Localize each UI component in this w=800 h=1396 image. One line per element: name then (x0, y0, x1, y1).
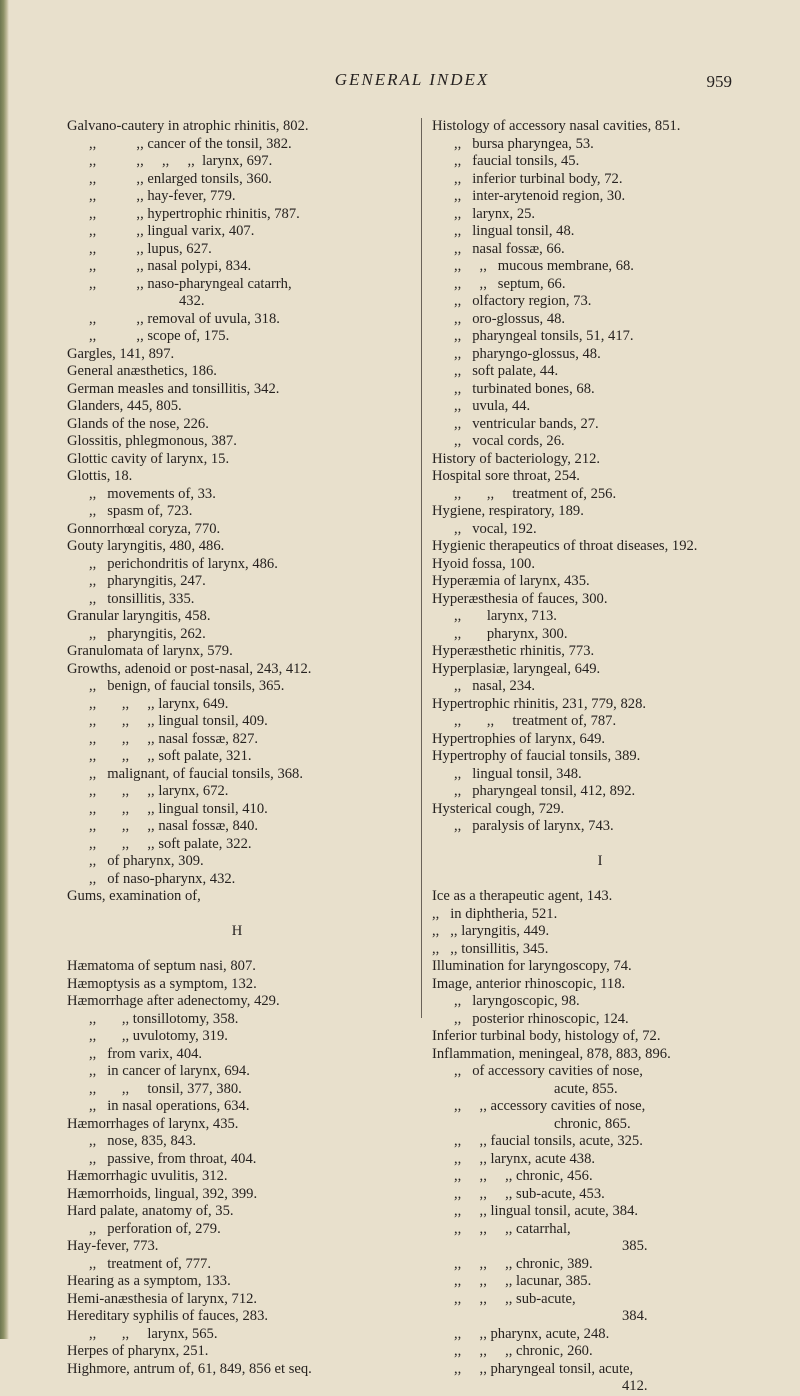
index-column-right (432, 118, 768, 1396)
index-entry: Illumination for laryngoscopy, 74. (432, 958, 632, 974)
index-subentry: ,, vocal cords, 26. (454, 433, 565, 449)
index-subentry: ,, spasm of, 723. (89, 503, 193, 519)
index-subentry: ,, ,, ,, ,, larynx, 697. (89, 153, 273, 169)
index-subentry: ,, ,, naso-pharyngeal catarrh, (89, 275, 292, 292)
index-entry: Inferior turbinal body, histology of, 72. (432, 1028, 661, 1044)
index-entry: Highmore, antrum of, 61, 849, 856 et seq. (67, 1360, 312, 1377)
index-subentry: 384. (622, 1308, 648, 1324)
index-entry: General anæsthetics, 186. (67, 363, 217, 379)
index-subentry: ,, ,, ,, soft palate, 321. (89, 748, 252, 764)
index-subentry: ,, pharyngo-glossus, 48. (454, 345, 601, 362)
index-subentry: ,, ,, ,, soft palate, 322. (89, 835, 252, 852)
index-entry: Image, anterior rhinoscopic, 118. (432, 975, 626, 992)
index-subentry: ,, ,, ,, lingual tonsil, 409. (89, 713, 268, 729)
index-entry: History of bacteriology, 212. (432, 450, 601, 467)
index-subentry: ,, in cancer of larynx, 694. (89, 1063, 250, 1079)
index-subentry: ,, tonsillitis, 335. (89, 590, 195, 607)
index-entry: Glottis, 18. (67, 468, 133, 484)
section-letter: I (597, 853, 603, 869)
index-entry: Hypertrophies of larynx, 649. (432, 730, 606, 747)
index-subentry: ,, inter-arytenoid region, 30. (454, 188, 626, 204)
index-subentry: ,, nasal fossæ, 66. (454, 240, 565, 257)
index-entry: Hard palate, anatomy of, 35. (67, 1203, 234, 1219)
index-subentry: ,, posterior rhinoscopic, 124. (454, 1010, 629, 1027)
index-subentry: ,, ,, enlarged tonsils, 360. (89, 170, 272, 187)
index-subentry: ,, nose, 835, 843. (89, 1133, 197, 1149)
index-subentry: ,, ,, ,, nasal fossæ, 827. (89, 730, 259, 747)
index-subentry: ,, oro-glossus, 48. (454, 310, 566, 327)
index-entry: Glottic cavity of larynx, 15. (67, 450, 230, 467)
index-subentry: ,, ,, pharyngeal tonsil, acute, (454, 1360, 634, 1377)
index-subentry: 385. (622, 1238, 648, 1254)
index-entry: Gonnorrhœal coryza, 770. (67, 520, 221, 537)
index-entry: Hospital sore throat, 254. (432, 468, 580, 484)
index-entry: Hypertrophic rhinitis, 231, 779, 828. (432, 695, 647, 712)
index-subentry: ,, ,, ,, larynx, 672. (89, 783, 229, 799)
index-subentry: ,, pharyngitis, 262. (89, 625, 206, 642)
index-subentry: 432. (179, 293, 205, 309)
index-subentry: ,, ,, septum, 66. (454, 275, 566, 292)
index-entry (432, 836, 768, 854)
index-entry (432, 871, 768, 889)
index-subentry: ,, ,, lingual varix, 407. (89, 223, 255, 239)
index-subentry: ,, ,, ,, sub-acute, 453. (454, 1185, 605, 1202)
index-entry: Hyperplasiæ, laryngeal, 649. (432, 660, 601, 677)
index-entry (67, 941, 407, 959)
index-subentry: ,, movements of, 33. (89, 485, 216, 502)
index-subentry: ,, vocal, 192. (454, 520, 537, 537)
index-entry: Hyperæmia of larynx, 435. (432, 573, 590, 589)
index-subentry: ,, ,, treatment of, 787. (454, 713, 617, 729)
index-entry: Hysterical cough, 729. (432, 800, 565, 817)
index-subentry: ,, ,, hay-fever, 779. (89, 188, 236, 204)
index-subentry: ,, ,, tonsillotomy, 358. (89, 1010, 239, 1027)
index-subentry: ,, pharynx, 300. (454, 625, 568, 642)
index-subentry: 412. (622, 1378, 648, 1394)
index-subentry: ,, soft palate, 44. (454, 363, 559, 379)
index-subentry: ,, ,, nasal polypi, 834. (89, 258, 252, 274)
index-subentry: ,, uvula, 44. (454, 398, 531, 414)
index-entry: Hæmorrhoids, lingual, 392, 399. (67, 1185, 258, 1202)
index-entry: German measles and tonsillitis, 342. (67, 380, 280, 397)
index-entry: Hyperæsthesia of fauces, 300. (432, 590, 608, 607)
index-subentry: ,, pharyngitis, 247. (89, 573, 206, 589)
index-subentry: ,, malignant, of faucial tonsils, 368. (89, 765, 304, 782)
index-entry: Glanders, 445, 805. (67, 398, 182, 414)
index-subentry: ,, perforation of, 279. (89, 1220, 221, 1237)
index-entry: Gouty laryngitis, 480, 486. (67, 538, 225, 554)
index-entry: Growths, adenoid or post-nasal, 243, 412. (67, 660, 312, 677)
index-subentry: ,, ,, mucous membrane, 68. (454, 258, 634, 274)
index-entry: Hyoid fossa, 100. (432, 555, 535, 572)
running-head: GENERAL INDEX (334, 70, 490, 89)
index-entry: Hæmatoma of septum nasi, 807. (67, 958, 256, 974)
index-subentry: ,, ,, cancer of the tonsil, 382. (89, 135, 292, 152)
index-subentry: ,, ,, lupus, 627. (89, 240, 212, 257)
index-subentry: ,, faucial tonsils, 45. (454, 153, 580, 169)
index-entry: ,, in diphtheria, 521. (432, 905, 558, 922)
index-subentry: ,, ,, treatment of, 256. (454, 485, 617, 502)
index-entry: Ice as a therapeutic agent, 143. (432, 888, 613, 904)
index-subentry: ,, ,, larynx, acute 438. (454, 1150, 596, 1167)
index-entry: ,, ,, laryngitis, 449. (432, 923, 550, 939)
index-subentry: ,, ,, uvulotomy, 319. (89, 1028, 228, 1044)
index-subentry: ,, ,, ,, lacunar, 385. (454, 1273, 592, 1289)
index-entry: Hæmorrhages of larynx, 435. (67, 1115, 239, 1132)
index-entry: Gargles, 141, 897. (67, 345, 175, 362)
index-subentry: ,, ,, ,, chronic, 260. (454, 1343, 593, 1359)
index-subentry: ,, of naso-pharynx, 432. (89, 870, 236, 887)
index-subentry: ,, ventricular bands, 27. (454, 415, 599, 432)
index-entry: Hay-fever, 773. (67, 1238, 159, 1254)
index-subentry: ,, pharyngeal tonsils, 51, 417. (454, 328, 634, 344)
index-subentry: ,, in nasal operations, 634. (89, 1098, 250, 1114)
index-subentry: ,, paralysis of larynx, 743. (454, 818, 614, 834)
index-subentry: ,, benign, of faucial tonsils, 365. (89, 678, 285, 694)
index-subentry: ,, perichondritis of larynx, 486. (89, 555, 278, 572)
index-subentry: ,, ,, removal of uvula, 318. (89, 310, 280, 327)
index-subentry: ,, ,, ,, larynx, 649. (89, 695, 229, 712)
index-entry: Gums, examination of, (67, 888, 201, 904)
index-subentry: ,, inferior turbinal body, 72. (454, 170, 623, 187)
index-entry: Granular laryngitis, 458. (67, 608, 211, 624)
index-subentry: ,, larynx, 713. (454, 608, 557, 624)
index-entry: Hygiene, respiratory, 189. (432, 503, 584, 519)
index-subentry: ,, lingual tonsil, 348. (454, 765, 582, 782)
index-subentry: ,, laryngoscopic, 98. (454, 993, 580, 1009)
index-subentry: ,, ,, ,, nasal fossæ, 840. (89, 818, 259, 834)
index-subentry: ,, ,, faucial tonsils, acute, 325. (454, 1133, 643, 1149)
index-entry: Galvano-cautery in atrophic rhinitis, 802. (67, 118, 309, 134)
index-entry: Hypertrophy of faucial tonsils, 389. (432, 748, 641, 764)
index-subentry: ,, ,, hypertrophic rhinitis, 787. (89, 205, 300, 222)
index-subentry: ,, treatment of, 777. (89, 1255, 211, 1272)
index-subentry: ,, olfactory region, 73. (454, 293, 592, 309)
index-entry: Hyperæsthetic rhinitis, 773. (432, 643, 595, 659)
index-subentry: ,, ,, ,, chronic, 389. (454, 1255, 593, 1272)
index-subentry: ,, ,, lingual tonsil, acute, 384. (454, 1203, 639, 1219)
index-subentry: ,, turbinated bones, 68. (454, 380, 595, 397)
column-divider (421, 118, 422, 1018)
index-subentry: ,, ,, ,, lingual tonsil, 410. (89, 800, 268, 817)
index-subentry: ,, lingual tonsil, 48. (454, 223, 575, 239)
index-entry: Hæmorrhagic uvulitis, 312. (67, 1168, 228, 1184)
index-subentry: ,, from varix, 404. (89, 1045, 203, 1062)
index-subentry: ,, ,, ,, chronic, 456. (454, 1168, 593, 1184)
index-entry: Hemi-anæsthesia of larynx, 712. (67, 1290, 258, 1307)
index-subentry: ,, ,, pharynx, acute, 248. (454, 1325, 610, 1342)
index-subentry: ,, ,, scope of, 175. (89, 328, 230, 344)
index-entry (67, 906, 407, 924)
index-entry: Hæmoptysis as a symptom, 132. (67, 975, 257, 992)
index-entry: Glossitis, phlegmonous, 387. (67, 433, 237, 449)
section-letter: H (231, 923, 243, 939)
index-subentry: ,, of accessory cavities of nose, (454, 1063, 643, 1079)
index-entry: Hæmorrhage after adenectomy, 429. (67, 993, 280, 1009)
page-number: 959 (706, 72, 732, 91)
index-entry: Histology of accessory nasal cavities, 851. (432, 118, 681, 134)
index-subentry: ,, ,, larynx, 565. (89, 1325, 218, 1342)
index-entry: ,, ,, tonsillitis, 345. (432, 940, 549, 957)
index-entry: Glands of the nose, 226. (67, 415, 209, 432)
index-entry: Inflammation, meningeal, 878, 883, 896. (432, 1045, 671, 1062)
index-column-left (67, 118, 407, 1378)
index-subentry: ,, bursa pharyngea, 53. (454, 135, 594, 152)
index-entry: Granulomata of larynx, 579. (67, 643, 233, 659)
index-subentry: acute, 855. (554, 1080, 618, 1097)
index-entry: Hygienic therapeutics of throat diseases, 192. (432, 538, 698, 554)
index-subentry: ,, ,, ,, sub-acute, (454, 1290, 576, 1307)
index-entry: Herpes of pharynx, 251. (67, 1343, 209, 1359)
index-subentry: ,, ,, tonsil, 377, 380. (89, 1080, 242, 1097)
index-subentry: ,, of pharynx, 309. (89, 853, 204, 869)
index-subentry: ,, passive, from throat, 404. (89, 1150, 257, 1167)
index-subentry: ,, larynx, 25. (454, 205, 536, 222)
index-entry: Hereditary syphilis of fauces, 283. (67, 1308, 269, 1324)
page-edge (0, 0, 9, 1339)
index-subentry: ,, pharyngeal tonsil, 412, 892. (454, 783, 636, 799)
index-entry: Hearing as a symptom, 133. (67, 1273, 231, 1289)
index-subentry: ,, ,, ,, catarrhal, (454, 1220, 571, 1237)
index-subentry: chronic, 865. (554, 1115, 631, 1132)
index-subentry: ,, nasal, 234. (454, 678, 536, 694)
index-subentry: ,, ,, accessory cavities of nose, (454, 1098, 646, 1114)
